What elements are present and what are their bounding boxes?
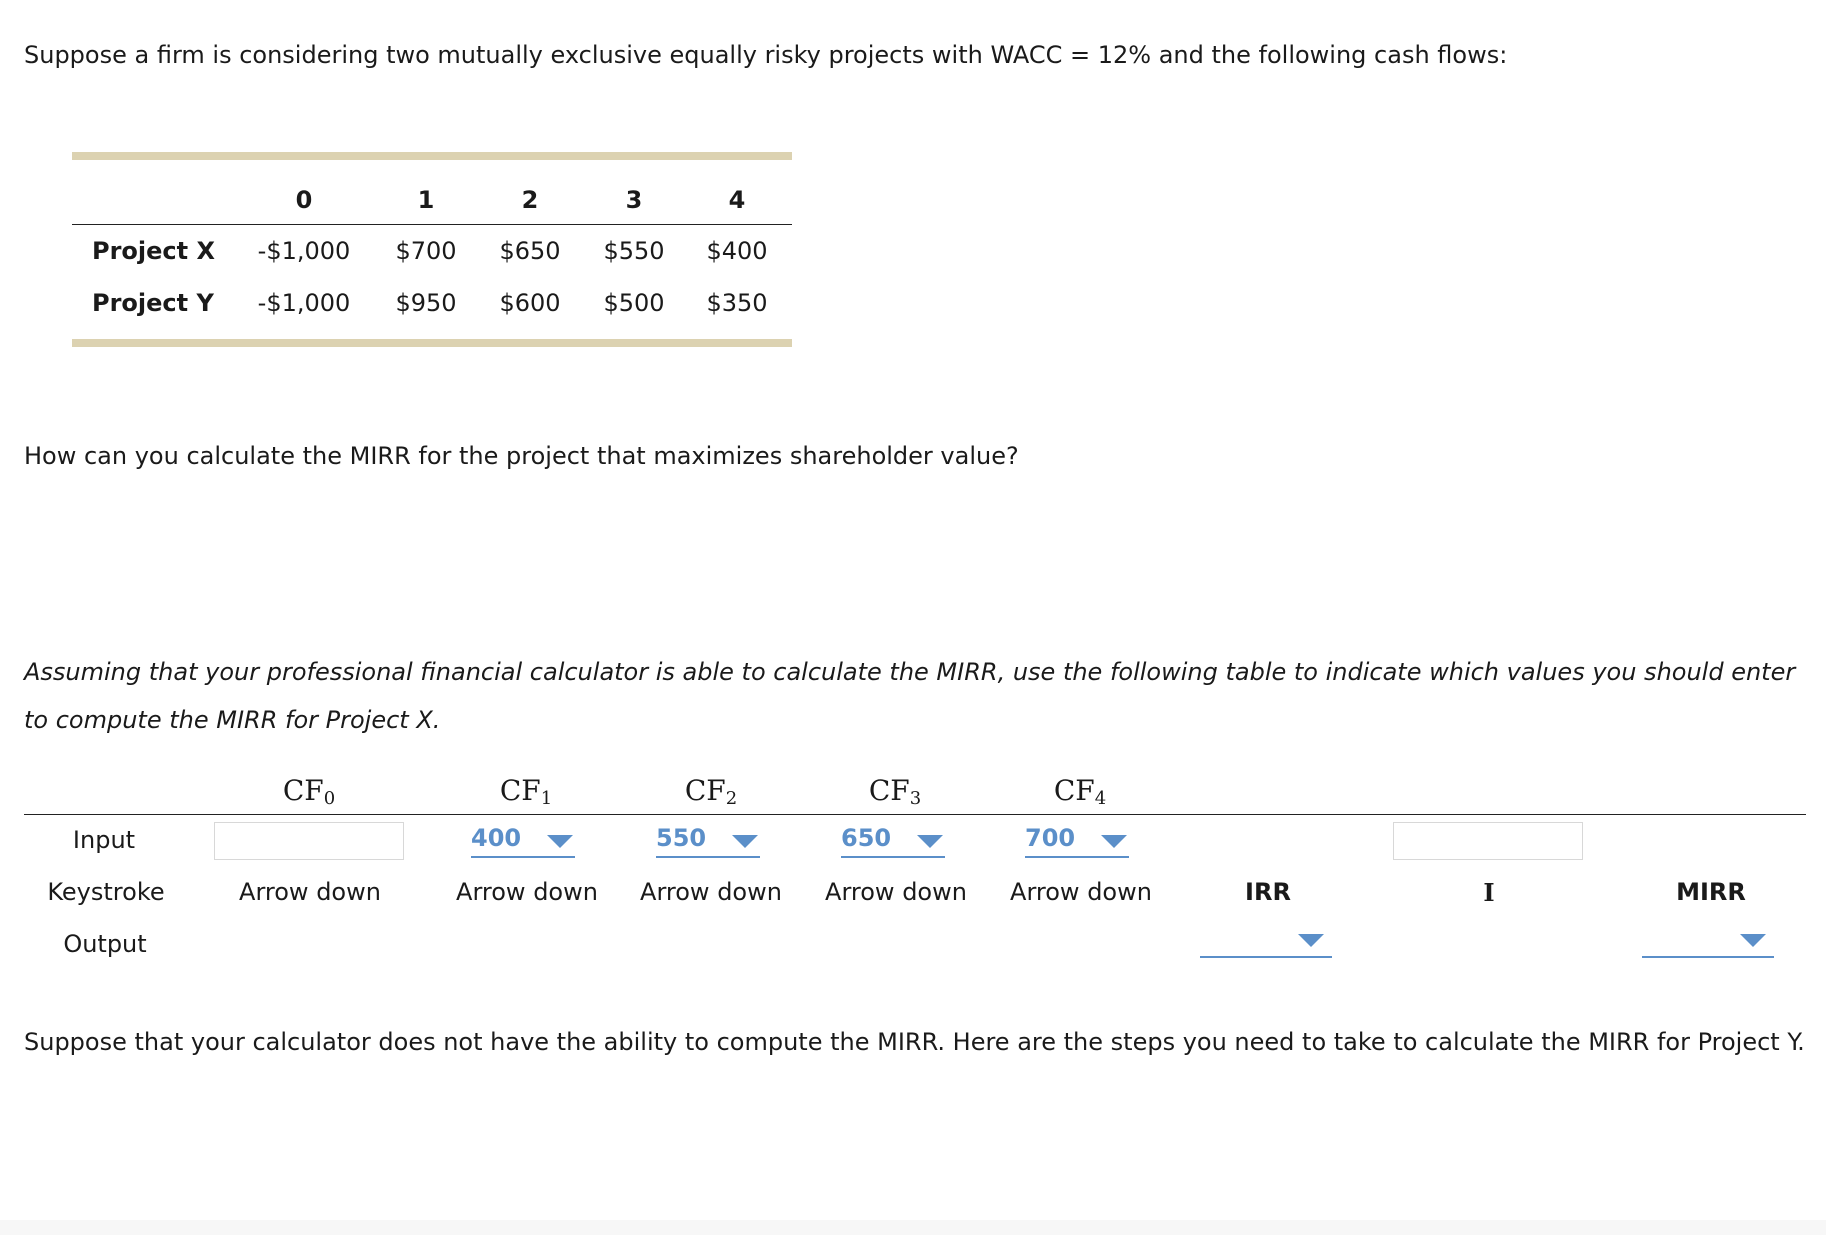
cash-flow-value: -$1,000 — [257, 289, 351, 317]
keystroke-cf2: Arrow down — [640, 878, 782, 906]
dropdown-value: 400 — [471, 824, 522, 852]
intro-text: Suppose a firm is considering two mutually exclusive equally risky projects with WACC = 12% and the following cash flows: — [24, 41, 1508, 69]
cf3-dropdown[interactable] — [841, 824, 945, 858]
table-row-project-y — [72, 277, 792, 329]
dropdown-arrow-icon — [547, 835, 573, 848]
table-top-rule — [72, 152, 792, 160]
period-header: 1 — [417, 186, 435, 214]
dropdown-arrow-icon — [1740, 934, 1766, 947]
page-bottom-band — [0, 1220, 1826, 1235]
period-header: 0 — [295, 186, 313, 214]
period-header: 2 — [521, 186, 539, 214]
cash-flow-value: $500 — [603, 289, 665, 317]
cf-header: $CF_0$ — [282, 774, 336, 809]
row-label: Project X — [92, 237, 215, 265]
i-input[interactable] — [1393, 822, 1583, 860]
output-row-label: Output — [63, 930, 147, 958]
cash-flow-value: $950 — [395, 289, 457, 317]
row-label: Project Y — [92, 289, 214, 317]
mirr-output-dropdown[interactable] — [1642, 920, 1774, 958]
period-header: 3 — [625, 186, 643, 214]
cf1-dropdown[interactable] — [471, 824, 575, 858]
cf4-dropdown[interactable] — [1025, 824, 1129, 858]
table-bottom-rule — [72, 339, 792, 347]
cash-flow-value: $550 — [603, 237, 665, 265]
keystroke-cf3: Arrow down — [825, 878, 967, 906]
irr-key: IRR — [1245, 878, 1291, 906]
dropdown-value: 650 — [841, 824, 892, 852]
period-header: 4 — [728, 186, 746, 214]
cash-flow-table — [72, 152, 792, 347]
irr-output-dropdown[interactable] — [1200, 920, 1332, 958]
dropdown-arrow-icon — [917, 835, 943, 848]
cf-header: $CF_3$ — [868, 774, 922, 809]
keystroke-cf0: Arrow down — [239, 878, 381, 906]
cash-flow-value: $700 — [395, 237, 457, 265]
input-row-label: Input — [72, 826, 136, 854]
cash-flow-value: $650 — [499, 237, 561, 265]
keystroke-cf1: Arrow down — [456, 878, 598, 906]
dropdown-arrow-icon — [1298, 934, 1324, 947]
calculator-table — [24, 770, 1806, 970]
dropdown-arrow-icon — [732, 835, 758, 848]
keystroke-cf4: Arrow down — [1010, 878, 1152, 906]
cf-header: $CF_4$ — [1053, 774, 1107, 809]
cf0-input[interactable] — [214, 822, 404, 860]
cash-flow-value: $350 — [706, 289, 768, 317]
dropdown-value: 550 — [656, 824, 707, 852]
followup-text: Suppose that your calculator does not have the ability to compute the MIRR. Here are the steps you need to take to calculate the MIRR for Project Y. — [24, 1028, 1805, 1056]
table-header-row — [72, 160, 792, 225]
dropdown-arrow-icon — [1101, 835, 1127, 848]
cash-flow-value: $400 — [706, 237, 768, 265]
cash-flow-value: -$1,000 — [257, 237, 351, 265]
cf-header: $CF_1$ — [499, 774, 553, 809]
cf-header: $CF_2$ — [684, 774, 738, 809]
i-key: I — [1483, 878, 1495, 907]
mirr-key: MIRR — [1676, 878, 1746, 906]
table-row-project-x — [72, 225, 792, 277]
question-text: How can you calculate the MIRR for the project that maximizes shareholder value? — [24, 442, 1019, 470]
instruction-text: Assuming that your professional financial calculator is able to calculate the MIRR, use the following table to indicate which values you should enter to compute the MIRR for Project X. — [24, 658, 1796, 734]
calc-header-row — [24, 770, 1806, 815]
keystroke-row-label: Keystroke — [47, 878, 165, 906]
cash-flow-value: $600 — [499, 289, 561, 317]
cf2-dropdown[interactable] — [656, 824, 760, 858]
dropdown-value: 700 — [1025, 824, 1076, 852]
